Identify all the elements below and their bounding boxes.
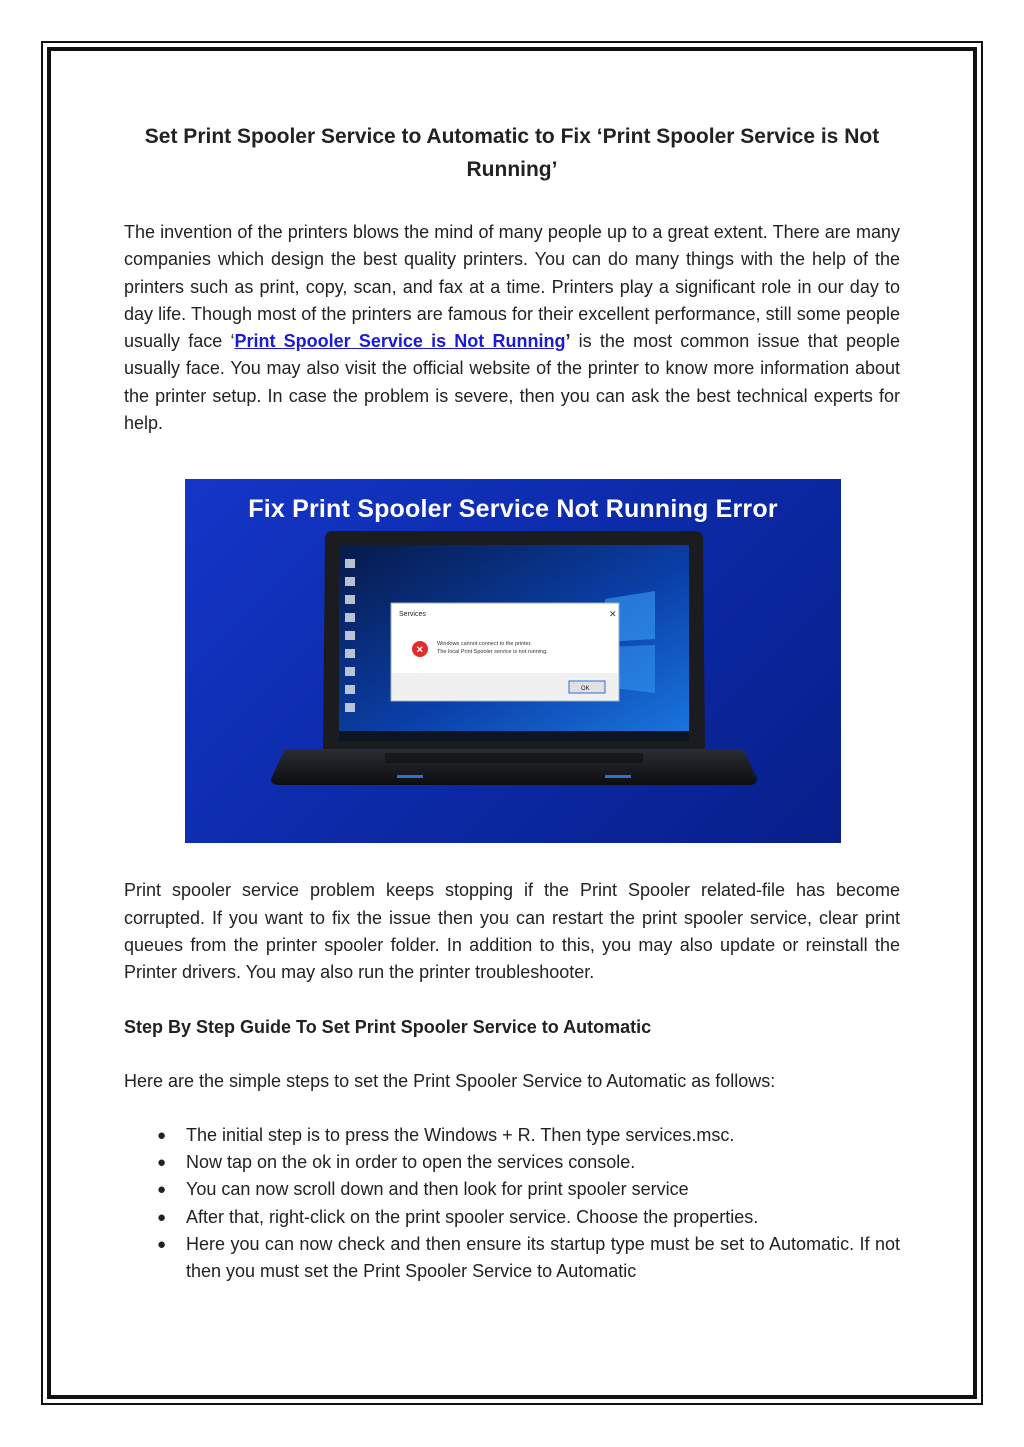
hero-title: Fix Print Spooler Service Not Running Error (248, 495, 778, 524)
step-text: After that, right-click on the print spooler service. Choose the properties. (186, 1206, 759, 1227)
print-spooler-link[interactable]: Print Spooler Service is Not Running (234, 331, 566, 352)
intro-closing-quote: ’ (565, 331, 571, 352)
step-text: Now tap on the ok in order to open the services console. (186, 1152, 636, 1173)
svg-text:✕: ✕ (416, 644, 424, 655)
document-content (124, 120, 900, 1286)
list-item (124, 1176, 900, 1203)
bullet-icon: ● (157, 1208, 167, 1226)
list-item (124, 1231, 900, 1286)
step-text: The initial step is to press the Windows + R. Then type services.msc. (186, 1124, 735, 1145)
dialog-message-line2: The local Print Spooler service is not running. (437, 649, 548, 656)
steps-intro: Here are the simple steps to set the Print Spooler Service to Automatic as follows: (124, 1070, 776, 1091)
bullet-icon: ● (157, 1126, 167, 1144)
bullet-icon: ● (157, 1181, 167, 1199)
intro-text-before: The invention of the printers blows the mind of many people up to a great extent. There are many companies which design the best quality printers. You can do many things with the help of the printers such as print, copy, scan, and fax at a time. Printers play a significant role in our day to day life. Though most of the printers are famous for their excellent performance, still some people usually face ‘ (124, 222, 900, 352)
dialog-title: Services (399, 611, 426, 619)
problem-paragraph: Print spooler service problem keeps stopping if the Print Spooler related-file has become corrupted. If you want to fix the issue then you can restart the print spooler service, clear print queues from the printer spooler folder. In addition to this, you may also update or reinstall the Printer drivers. You may also run the printer troubleshooter. (124, 880, 900, 983)
bullet-icon: ● (157, 1154, 167, 1172)
document-title: Set Print Spooler Service to Automatic to Fix ‘Print Spooler Service is Not Running’ (144, 125, 880, 181)
list-item (124, 1149, 900, 1176)
intro-paragraph (124, 219, 900, 437)
guide-heading: Step By Step Guide To Set Print Spooler Service to Automatic (124, 1016, 652, 1037)
bullet-icon: ● (157, 1236, 167, 1254)
dialog-close-icon: ✕ (609, 609, 617, 620)
intro-text-after: is the most common issue that people usually face. You may also visit the official website of the printer to know more information about the printer setup. In case the problem is severe, then you can ask the best technical experts for help. (124, 331, 900, 434)
list-item (124, 1122, 900, 1149)
step-text: Here you can now check and then ensure its startup type must be set to Automatic. If not then you must set the Print Spooler Service to Automatic (186, 1234, 900, 1282)
list-item (124, 1204, 900, 1231)
steps-list (124, 1122, 900, 1286)
laptop-illustration (185, 479, 841, 843)
hero-image (185, 479, 841, 843)
dialog-ok-label: OK (581, 686, 590, 693)
step-text: You can now scroll down and then look for print spooler service (186, 1179, 689, 1200)
dialog-message-line1: Windows cannot connect to the printer. (437, 641, 532, 648)
